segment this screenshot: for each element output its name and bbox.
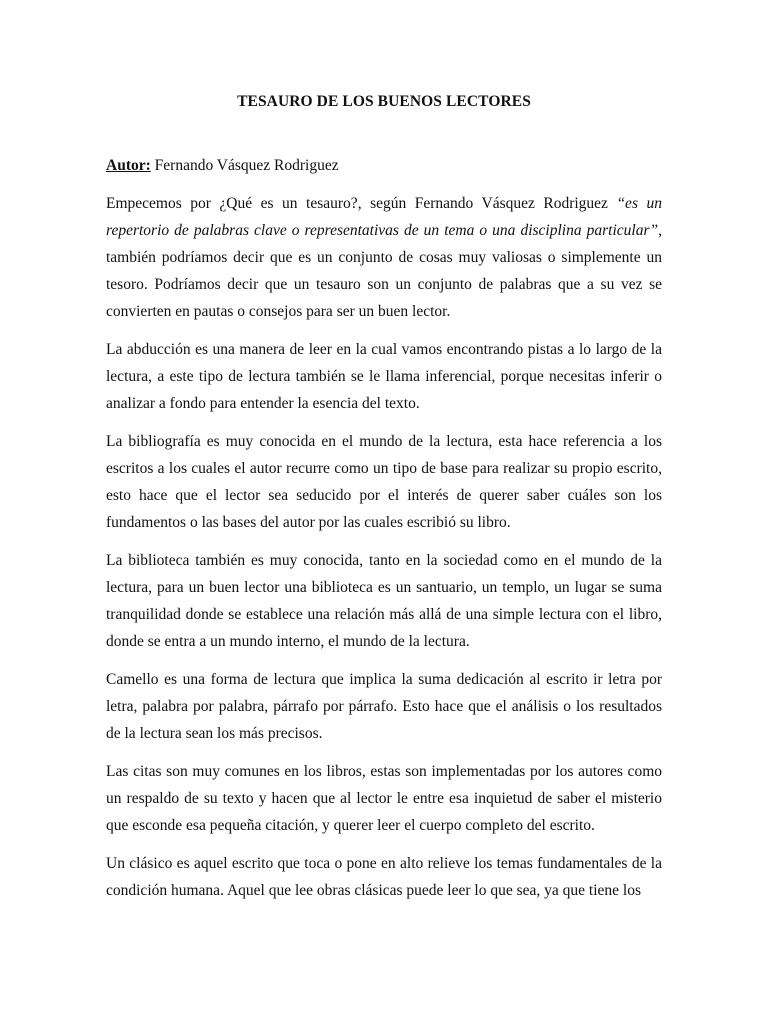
tesauro-quote: “es un repertorio de palabras clave o representativas de un tema o una disciplina particular”, — [106, 195, 662, 239]
document-title: TESAURO DE LOS BUENOS LECTORES — [237, 93, 531, 110]
paragraph-citas: Las citas son muy comunes en los libros, estas son implementadas por los autores como un respaldo de su texto y hacen que al lector le entre esa inquietud de saber el misterio que esconde esa pequeña citación, y querer leer el cuerpo completo del escrito. — [106, 763, 662, 834]
paragraph-tesauro-rest: también podríamos decir que es un conjunto de cosas muy valiosas o simplemente un tesoro. Podríamos decir que un tesauro son un conjunto de palabras que a su vez se convierten en pautas o consejos para ser un buen lector. — [106, 249, 662, 320]
paragraph-camello: Camello es una forma de lectura que implica la suma dedicación al escrito ir letra por letra, palabra por palabra, párrafo por párrafo. Esto hace que el análisis o los resultados de la lectura sean los más precisos. — [106, 671, 662, 742]
paragraph-tesauro-intro: Empecemos por ¿Qué es un tesauro?, según Fernando Vásquez Rodriguez — [106, 195, 617, 212]
paragraph-biblioteca: La biblioteca también es muy conocida, tanto en la sociedad como en el mundo de la lectura, para un buen lector una biblioteca es un santuario, un templo, un lugar se suma tranquilidad donde se establece una relación más allá de una simple lectura con el libro, donde se entra a un mundo interno, el mundo de la lectura. — [106, 552, 662, 650]
author-name: Fernando Vásquez Rodriguez — [150, 157, 339, 174]
paragraph-abduccion: La abducción es una manera de leer en la cual vamos encontrando pistas a lo largo de la lectura, a este tipo de lectura también se le llama inferencial, porque necesitas inferir o analizar a fondo para entender la esencia del texto. — [106, 341, 662, 412]
document-body — [106, 190, 662, 915]
author-line — [106, 157, 339, 175]
paragraph-bibliografia: La bibliografía es muy conocida en el mundo de la lectura, esta hace referencia a los escritos a los cuales el autor recurre como un tipo de base para realizar su propio escrito, esto hace que el lector sea seducido por el interés de querer saber cuáles son los fundamentos o las bases del autor por las cuales escribió su libro. — [106, 433, 662, 531]
paragraph-tesauro — [106, 190, 662, 325]
author-label: Autor: — [106, 157, 151, 174]
paragraph-clasico: Un clásico es aquel escrito que toca o pone en alto relieve los temas fundamentales de la condición humana. Aquel que lee obras clásicas puede leer lo que sea, ya que tiene los — [106, 855, 662, 899]
